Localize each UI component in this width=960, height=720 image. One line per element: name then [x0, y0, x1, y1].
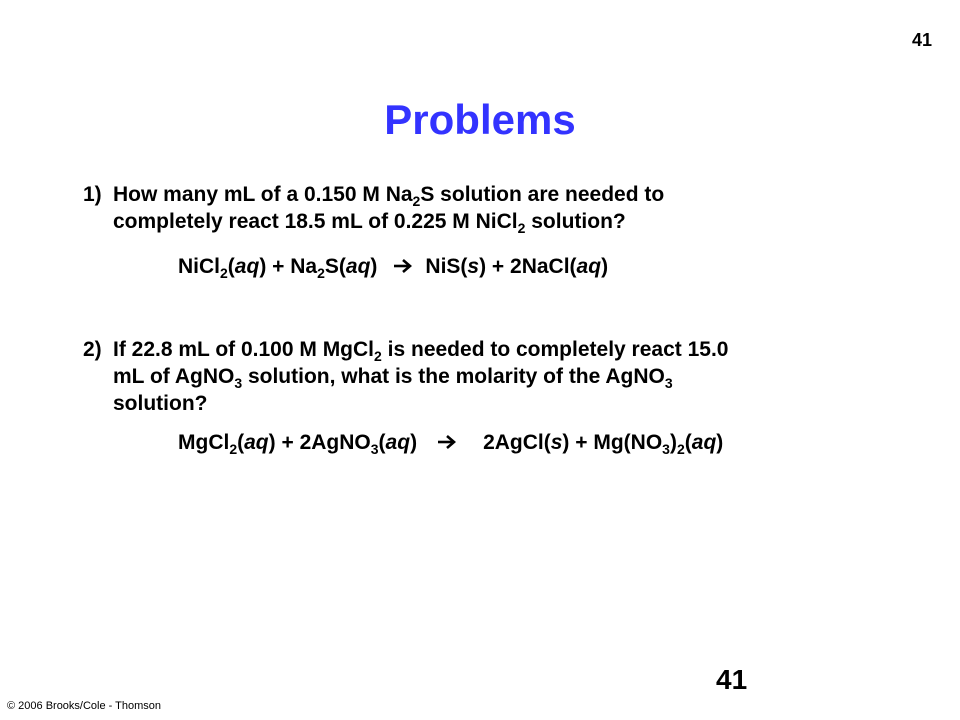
eq2-state: aq — [244, 431, 269, 454]
eq2-text: ) + Mg(NO — [562, 431, 663, 454]
eq1-text: ( — [227, 255, 235, 278]
problem-2-sub-2: 3 — [234, 375, 243, 391]
eq2-text: ) — [669, 431, 677, 454]
eq1-text: ) — [370, 255, 378, 278]
eq2-sub: 3 — [370, 441, 379, 457]
eq1-state: aq — [576, 255, 602, 278]
eq2-sub: 2 — [676, 441, 685, 457]
problem-1-text-2a: completely react 18.5 mL of 0.225 M NiCl — [113, 210, 518, 233]
problem-2-number: 2) — [83, 338, 102, 361]
eq2-text: ( — [378, 431, 386, 454]
problem-2-sub-1: 2 — [374, 348, 382, 364]
eq2-text: ) + 2AgNO — [268, 431, 371, 454]
problem-2 — [83, 336, 728, 417]
problem-1-text-1a: How many mL of a 0.150 M Na — [113, 183, 413, 206]
eq2-text: MgCl — [178, 431, 230, 454]
problem-1-line-1 — [83, 181, 664, 208]
eq1-state: aq — [234, 255, 260, 278]
problem-2-line-3 — [83, 390, 728, 417]
problem-2-text-1b: is needed to completely react 15.0 — [381, 338, 729, 361]
problem-2-text-2b: solution, what is the molarity of the AgNO — [242, 365, 665, 388]
problem-2-text-3: solution? — [113, 392, 208, 415]
eq2-state: aq — [691, 431, 717, 454]
eq1-text: ) — [601, 255, 609, 278]
copyright-notice: © 2006 Brooks/Cole - Thomson — [7, 700, 162, 712]
eq2-text: ( — [684, 431, 692, 454]
eq2-state: aq — [385, 431, 411, 454]
equation-2 — [178, 431, 723, 455]
eq1-text: S( — [324, 255, 346, 278]
problem-2-sub-3: 3 — [664, 375, 673, 391]
problem-2-text-2a: mL of AgNO — [113, 365, 235, 388]
slide-title: Problems — [384, 96, 576, 143]
problem-2-line-1 — [83, 336, 728, 363]
eq1-sub: 2 — [317, 265, 325, 281]
eq2-state: s — [550, 431, 563, 454]
eq1-text: ) + Na — [259, 255, 318, 278]
eq2-text: ) — [410, 431, 418, 454]
problem-1-sub-1: 2 — [412, 193, 421, 209]
eq1-state: s — [467, 255, 480, 278]
page-number-top: 41 — [912, 30, 933, 50]
eq2-text: 2AgCl( — [483, 431, 551, 454]
problem-2-text-1a: If 22.8 mL of 0.100 M MgCl — [113, 338, 375, 361]
problem-1-sub-2: 2 — [517, 220, 526, 236]
problem-2-line-2 — [83, 363, 728, 390]
equation-1 — [178, 255, 608, 279]
problem-1 — [83, 181, 664, 235]
eq2-text: ( — [237, 431, 245, 454]
eq1-sub: 2 — [220, 265, 228, 281]
eq1-state: aq — [345, 255, 371, 278]
problem-1-text-2b: solution? — [525, 210, 626, 233]
eq2-text: ) — [716, 431, 724, 454]
problem-1-text-1b: S solution are needed to — [420, 183, 665, 206]
eq2-sub: 3 — [662, 441, 670, 457]
problem-1-number: 1) — [83, 183, 102, 206]
eq1-text: NiS( — [425, 255, 468, 278]
eq1-text: NiCl — [178, 255, 220, 278]
reaction-arrow-icon — [437, 433, 457, 451]
problem-1-line-2 — [83, 208, 664, 235]
page-number-bottom: 41 — [716, 664, 748, 695]
eq1-text: ) + 2NaCl( — [479, 255, 577, 278]
reaction-arrow-icon — [393, 257, 413, 275]
eq2-sub: 2 — [229, 441, 238, 457]
